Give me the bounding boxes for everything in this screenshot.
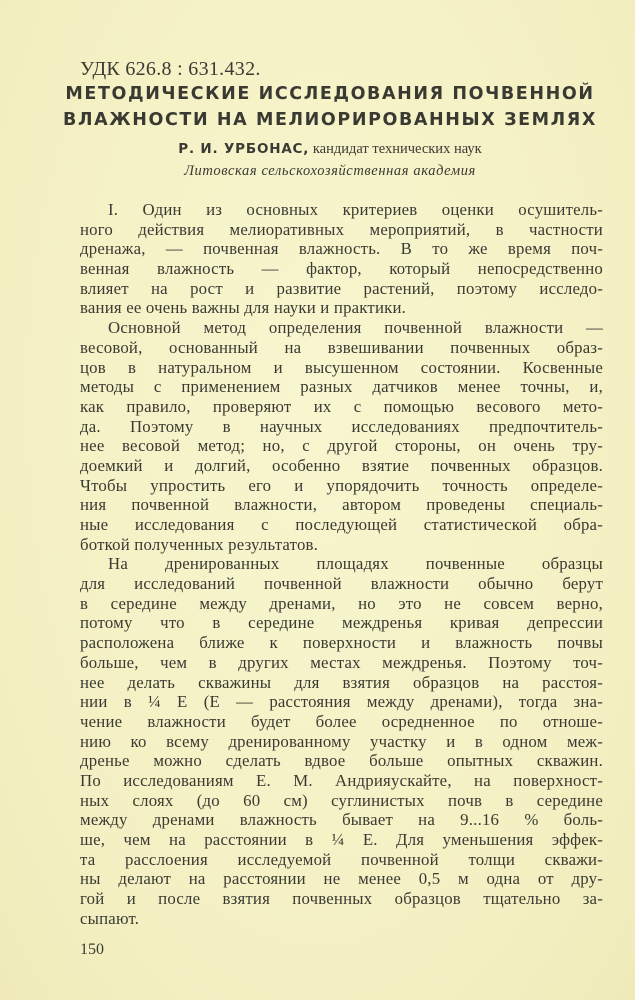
- paragraph-3-line: По исследованиям Е. М. Андрияускайте, на поверхност-: [80, 770, 603, 790]
- paragraph-3-line: чение влажности будет более осредненное по отноше-: [80, 711, 603, 731]
- author-name: Р. И. УРБОНАС,: [178, 141, 310, 157]
- author-line: [60, 141, 600, 158]
- paragraph-2-line: весовой, основанный на взвешивании почвенных образ-: [80, 337, 603, 357]
- paragraph-2-line: ния почвенной влажности, автором проведены специаль-: [80, 495, 603, 515]
- paragraph-3-line: в середине между дренами, но это не совсем верно,: [80, 593, 603, 613]
- paragraph-3-line: На дренированных площадях почвенные образцы: [108, 554, 603, 574]
- paragraph-2-line: доемкий и долгий, особенно взятие почвенных образцов.: [80, 455, 603, 475]
- paragraph-1-line: ного действия мелиоративных мероприятий, в частности: [80, 219, 603, 239]
- article-body: [80, 200, 603, 928]
- paragraph-3-line: гой и после взятия почвенных образцов тщательно за-: [80, 889, 603, 909]
- paragraph-2-line: Основной метод определения почвенной влажности —: [108, 318, 603, 338]
- paragraph-2-line: боткой полученных результатов.: [80, 534, 319, 554]
- paragraph-1-line: влияет на рост и развитие растений, поэтому исследо-: [80, 278, 603, 298]
- paragraph-2-line: ные исследования с последующей статистической обра-: [80, 515, 603, 534]
- paragraph-1-line: вания ее очень важны для науки и практики.: [80, 298, 407, 318]
- paragraph-3-line: нию ко всему дренированному участку и в одном меж-: [80, 731, 603, 751]
- paragraph-3-line: больше, чем в других местах междренья. Поэтому точ-: [80, 652, 603, 672]
- paragraph-3-line: та расслоения исследуемой почвенной толщи скважи-: [80, 849, 603, 869]
- paragraph-3-line: нее делать скважины для взятия образцов на расстоя-: [80, 672, 603, 692]
- paragraph-3-line: между дренами влажность бывает на 9...16 % боль-: [80, 810, 603, 830]
- paragraph-3-line: нии в ¼ E (E — расстояния между дренами), тогда зна-: [80, 692, 603, 712]
- affiliation: Литовская сельскохозяйственная академия: [184, 163, 476, 179]
- paragraph-2-line: Чтобы упростить его и упорядочить точность определе-: [80, 475, 603, 495]
- paragraph-3-line: дренье можно сделать вдвое больше опытных скважин.: [80, 751, 603, 771]
- paragraph-1-line: I. Один из основных критериев оценки осушитель-: [108, 200, 603, 219]
- paragraph-3-line: потому что в середине междренья кривая депрессии: [80, 613, 603, 633]
- paragraph-2-line: нее весовой метод; но, с другой стороны, он очень тру-: [80, 436, 603, 456]
- paragraph-3-line: сыпают.: [80, 908, 140, 928]
- author-degree: кандидат технических наук: [309, 141, 482, 157]
- article-title-line-2: ВЛАЖНОСТИ НА МЕЛИОРИРОВАННЫХ ЗЕМЛЯХ: [63, 110, 597, 130]
- paragraph-1-line: венная влажность — фактор, который непосредственно: [80, 259, 603, 279]
- udk-code: УДК 626.8 : 631.432.: [80, 58, 261, 80]
- paragraph-3-line: для исследований почвенной влажности обычно берут: [80, 574, 603, 594]
- paragraph-2-line: цов в натуральном и высушенном состоянии. Косвенные: [80, 357, 603, 377]
- paragraph-2-line: методы с применением разных датчиков менее точны, и,: [80, 377, 603, 397]
- paragraph-2-line: как правило, проверяют их с помощью весового мето-: [80, 396, 603, 416]
- page-number: 150: [80, 941, 104, 958]
- article-title-line-1: МЕТОДИЧЕСКИЕ ИССЛЕДОВАНИЯ ПОЧВЕННОЙ: [65, 84, 595, 104]
- paragraph-3-line: ны делают на расстоянии не менее 0,5 м одна от дру-: [80, 869, 603, 889]
- paragraph-3-line: расположена ближе к поверхности и влажность почвы: [80, 633, 603, 653]
- paragraph-2-line: да. Поэтому в научных исследованиях предпочтитель-: [80, 416, 603, 436]
- paragraph-1-line: дренажа, — почвенная влажность. В то же время поч-: [80, 239, 603, 259]
- paragraph-3-line: ше, чем на расстоянии в ¼ E. Для уменьшения эффек-: [80, 830, 603, 849]
- paragraph-3-line: ных слоях (до 60 см) суглинистых почв в середине: [80, 790, 603, 810]
